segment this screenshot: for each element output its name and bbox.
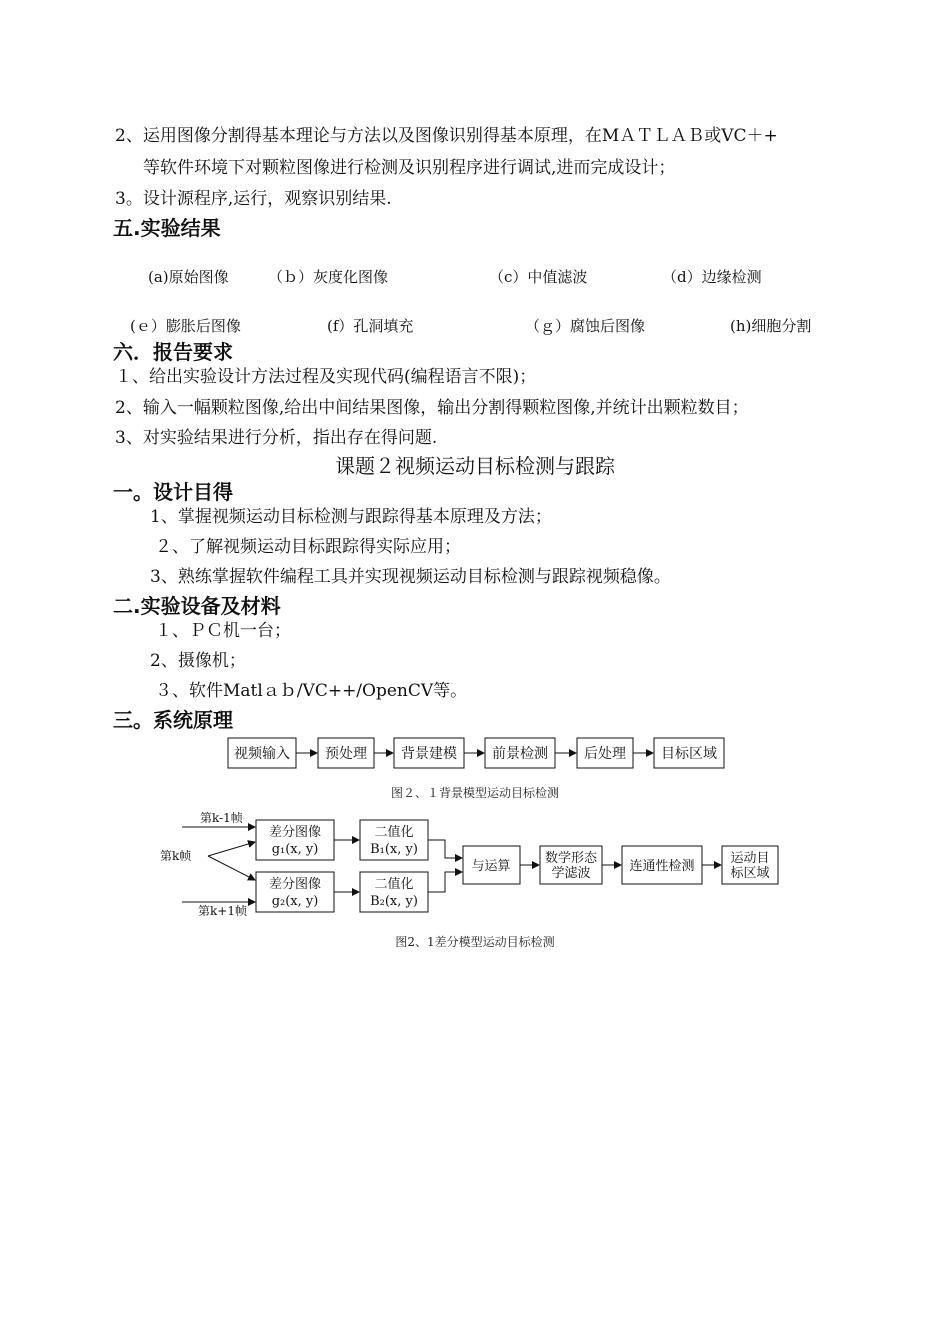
equipment-item-3: ３、软件Matlａｂ/VC++/OpenCV等。: [155, 681, 468, 701]
purpose-item-2: ２、了解视频运动目标跟踪得实际应用；: [155, 537, 461, 557]
fig2-bin2-title: 二值化: [374, 877, 414, 892]
fig2-diff2-title: 差分图像: [268, 877, 322, 892]
topic2-sec3-heading: 三。系统原理: [113, 708, 233, 732]
result-label-d: （d）边缘检测: [662, 268, 762, 286]
result-label-h: (h)细胞分割: [730, 317, 812, 335]
equipment-item-1: １、ＰＣ机一台；: [155, 621, 291, 641]
topic-2-title: 课题２视频运动目标检测与跟踪: [335, 454, 615, 478]
result-label-b: （ｂ）灰度化图像: [268, 268, 389, 286]
fig1-label-preprocess: 预处理: [325, 746, 367, 762]
step-2-line1: 2、运用图像分割得基本理论与方法以及图像识别得基本原理，在MＡＴＬＡＢ或VC＋+: [115, 126, 778, 146]
fig2-arrow-bin2-and: [428, 872, 462, 892]
fig1-label-postprocess: 后处理: [584, 746, 626, 762]
fig2-morph-line1: 数学形态: [544, 851, 598, 866]
section-6-heading: 六．报告要求: [113, 340, 233, 364]
fig2-input-k: 第k帧: [160, 849, 192, 863]
fig1-label-video-input: 视频输入: [234, 746, 290, 762]
fig2-diff1-formula: g₁(x, y): [271, 842, 319, 857]
report-item-3: 3、对实验结果进行分析，指出存在得问题.: [115, 428, 438, 448]
fig2-connect-label: 连通性检测: [629, 859, 695, 874]
result-label-a: (a)原始图像: [148, 268, 229, 286]
purpose-item-3: 3、熟练掌握软件编程工具并实现视频运动目标检测与跟踪视频稳像。: [150, 567, 671, 587]
result-label-c: （c）中值滤波: [489, 268, 588, 286]
figure-1-caption: 图２、１背景模型运动目标检测: [390, 786, 559, 800]
step-3: 3。设计源程序,运行，观察识别结果.: [115, 189, 392, 209]
fig2-input-k+1: 第k+1帧: [198, 904, 247, 918]
fig2-bin1-title: 二值化: [374, 825, 414, 840]
result-label-f: (f）孔洞填充: [327, 317, 414, 335]
fig1-label-fg-detection: 前景检测: [492, 746, 548, 762]
fig2-bin1-formula: B₁(x, y): [370, 842, 418, 857]
fig1-label-bg-modeling: 背景建模: [401, 746, 457, 762]
fig2-diff2-formula: g₂(x, y): [271, 894, 319, 909]
fig2-bin2-formula: B₂(x, y): [370, 894, 418, 909]
purpose-item-1: 1、掌握视频运动目标检测与跟踪得基本原理及方法；: [150, 507, 552, 527]
report-item-1: １、给出实验设计方法过程及实现代码(编程语言不限)；: [115, 367, 537, 387]
fig2-diff1-title: 差分图像: [268, 825, 322, 840]
figure-2-caption: 图2、1差分模型运动目标检测: [395, 935, 555, 949]
fig2-arrow-k-bottom: [208, 856, 255, 880]
fig2-input-k-1: 第k-1帧: [200, 811, 243, 825]
topic2-sec1-heading: 一。设计目得: [113, 480, 233, 504]
fig2-and-label: 与运算: [471, 859, 511, 874]
fig1-label-target-region: 目标区域: [661, 746, 717, 762]
fig2-morph-line2: 学滤波: [551, 866, 591, 881]
result-label-g: （ｇ）腐蚀后图像: [525, 317, 646, 335]
step-2-line2: 等软件环境下对颗粒图像进行检测及识别程序进行调试,进而完成设计；: [143, 158, 676, 178]
equipment-item-2: 2、摄像机；: [150, 651, 246, 671]
report-item-2: 2、输入一幅颗粒图像,给出中间结果图像，输出分割得颗粒图像,并统计出颗粒数目；: [115, 398, 749, 418]
result-label-e: (ｅ）膨胀后图像: [130, 317, 241, 335]
fig2-arrow-bin1-and: [428, 840, 462, 858]
fig2-arrow-k-top: [208, 842, 255, 856]
section-5-heading: 五.实验结果: [113, 216, 221, 240]
fig2-target-line2: 标区域: [730, 866, 770, 881]
fig2-target-line1: 运动目: [730, 851, 770, 866]
topic2-sec2-heading: 二.实验设备及材料: [113, 594, 281, 618]
